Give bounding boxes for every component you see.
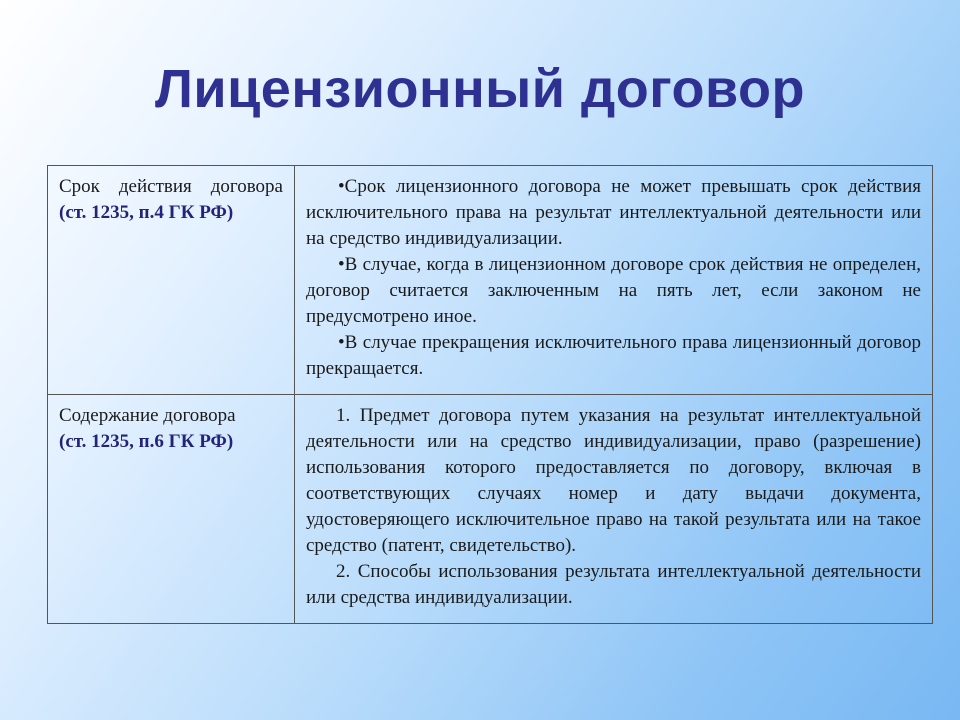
content-label: Содержание договора [59, 405, 236, 426]
term-bullet-item: •Срок лицензионного договора не может превышать срок действия исключительного права на результат интеллектуальной деятельности или на средство индивидуализации. [306, 176, 921, 249]
content-numbered-item: 1. Предмет договора путем указания на результат интеллектуальной деятельности или на средство индивидуализации, право (разрешение) использования которого предоставляется по договору, включая в соответствующих случаях номер и дату выдачи документа, удостоверяющего исключительное право на такой результата или на такое средство (патент, свидетельство). [306, 405, 921, 556]
term-bullet-text-2: В случае, когда в лицензионном договоре срок действия не определен, договор считается заключенным на пять лет, если законом не предусмотрено иное. [306, 254, 921, 327]
content-reference: (ст. 1235, п.6 ГК РФ) [59, 431, 234, 452]
term-bullet-item: •В случае, когда в лицензионном договоре срок действия не определен, договор считается заключенным на пять лет, если законом не предусмотрено иное. [306, 254, 921, 327]
term-reference: (ст. 1235, п.4 ГК РФ) [59, 202, 234, 223]
term-bullet-text-3: В случае прекращения исключительного права лицензионный договор прекращается. [306, 332, 921, 379]
table-row-content [48, 395, 933, 624]
content-label-cell [48, 395, 295, 624]
term-label: Срок действия договора [59, 176, 283, 197]
contract-table [47, 165, 933, 624]
term-label-cell [48, 166, 295, 395]
content-numbered-item: 2. Способы использования результата интеллектуальной деятельности или средства индивидуализации. [306, 561, 921, 608]
term-content-cell [295, 166, 933, 395]
term-bullet-text-1: Срок лицензионного договора не может превышать срок действия исключительного права на результат интеллектуальной деятельности или на средство индивидуализации. [306, 176, 921, 249]
table-row-term [48, 166, 933, 395]
content-content-cell [295, 395, 933, 624]
slide-title: Лицензионный договор [155, 59, 805, 119]
term-bullet-item: •В случае прекращения исключительного права лицензионный договор прекращается. [306, 332, 921, 379]
